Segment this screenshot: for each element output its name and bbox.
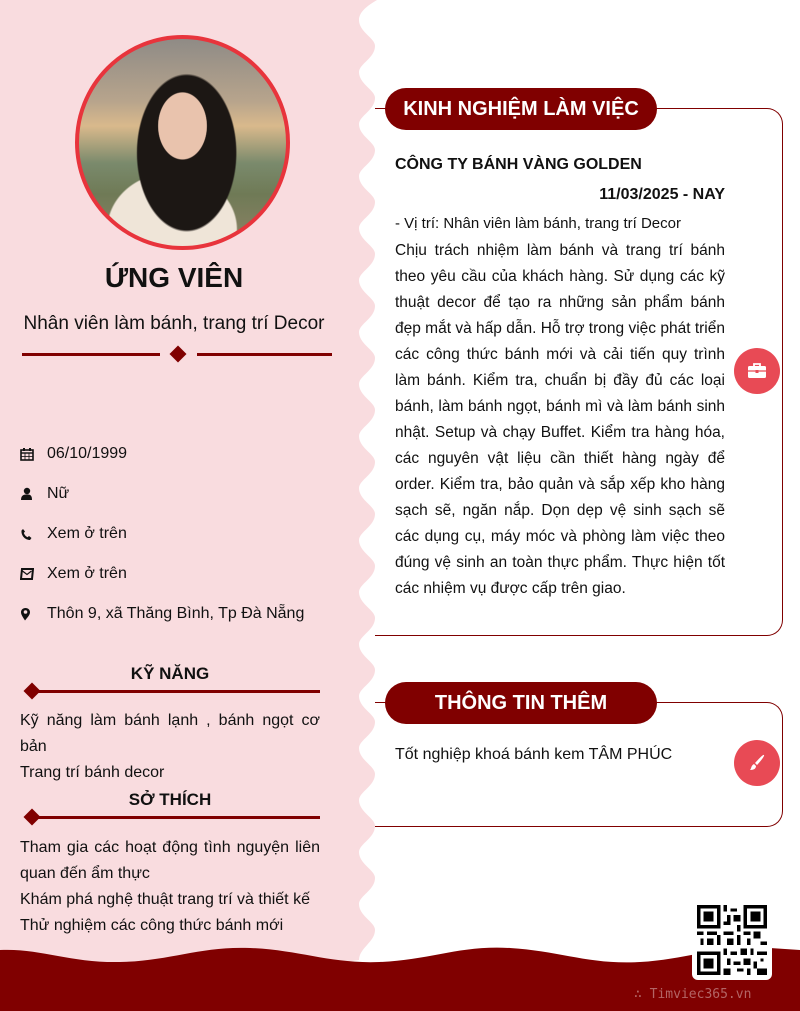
diamond-icon — [170, 346, 187, 363]
envelope-icon — [20, 566, 47, 582]
divider-line-left — [22, 353, 160, 356]
contact-email — [20, 554, 304, 594]
calendar-icon — [20, 446, 47, 462]
avatar — [75, 35, 290, 250]
skills-rule — [20, 684, 320, 698]
phone-value: Xem ở trên — [47, 525, 127, 542]
email-value: Xem ở trên — [47, 565, 127, 582]
skills-list — [20, 708, 320, 786]
hobby-item: Khám phá nghệ thuật trang trí và thiết kế — [20, 891, 310, 908]
paint-brush-icon — [734, 740, 780, 786]
user-icon — [20, 486, 47, 502]
candidate-name: ỨNG VIÊN — [104, 262, 244, 293]
skills-heading — [20, 664, 320, 698]
gender-value: Nữ — [47, 485, 70, 502]
hobbies-rule — [20, 810, 320, 824]
divider-line-right — [197, 353, 332, 356]
additional-info-text: Tốt nghiệp khoá bánh kem TÂM PHÚC — [395, 746, 673, 763]
rule-bar — [30, 816, 320, 819]
additional-info-header: THÔNG TIN THÊM — [385, 682, 657, 724]
job-description: Chịu trách nhiệm làm bánh và trang trí bánh theo yêu cầu của khách hàng. Sử dụng các kỹ thuật decor để tạo ra những sản phẩm bánh đẹp mắt và hấp dẫn. Hỗ trợ trong việc phát triển các công thức bánh mới và cải tiến quy trình làm bánh. Kiểm tra, chuẩn bị đầy đủ các loại bánh, làm bánh ngọt, bánh mì và làm bánh sinh nhật. Setup và chạy Buffet. Kiểm tra hàng hóa, các nguyên vật liệu cần thiết hàng ngày để order. Kiểm tra, bảo quản và sắp xếp kho hàng sạch sẽ, ngăn nắp. Dọn dẹp vệ sinh sạch sẽ các dụng cụ, máy móc và phòng làm việc theo đúng vệ sinh an toàn thực phẩm. Thực hiện tốt các nhiệm vụ được cấp trên giao. — [395, 242, 725, 597]
hobbies-heading — [20, 790, 320, 824]
candidate-title: Nhân viên làm bánh, trang trí Decor — [23, 313, 325, 334]
experience-section-header: KINH NGHIỆM LÀM VIỆC — [385, 88, 657, 130]
contact-gender — [20, 474, 304, 514]
watermark-link[interactable]: ∴ Timviec365.vn — [634, 987, 752, 1002]
phone-icon — [20, 526, 47, 542]
skill-item: Kỹ năng làm bánh lạnh , bánh ngọt cơ bản — [20, 712, 320, 755]
skill-item: Trang trí bánh decor — [20, 764, 165, 781]
skills-title: KỸ NĂNG — [130, 664, 210, 683]
rule-bar — [30, 690, 320, 693]
map-marker-icon — [20, 606, 47, 622]
hobbies-title: SỞ THÍCH — [128, 790, 212, 809]
address-value: Thôn 9, xã Thăng Bình, Tp Đà Nẵng — [47, 605, 305, 622]
qr-code[interactable] — [692, 900, 772, 980]
experience-entry — [395, 156, 725, 602]
company-name: CÔNG TY BÁNH VÀNG GOLDEN — [395, 156, 642, 173]
contact-address — [20, 594, 304, 634]
contact-phone — [20, 514, 304, 554]
hobbies-list — [20, 835, 320, 939]
hobby-item: Tham gia các hoạt động tình nguyện liên quan đến ẩm thực — [20, 839, 320, 882]
briefcase-icon — [734, 348, 780, 394]
employment-date: 11/03/2025 - NAY — [599, 186, 725, 203]
job-position: - Vị trí: Nhân viên làm bánh, trang trí Decor — [395, 215, 681, 232]
birthdate-value: 06/10/1999 — [47, 445, 128, 462]
contact-birthdate — [20, 434, 304, 474]
hobby-item: Thử nghiệm các công thức bánh mới — [20, 917, 284, 934]
title-divider — [22, 345, 332, 365]
contact-info — [20, 434, 304, 634]
